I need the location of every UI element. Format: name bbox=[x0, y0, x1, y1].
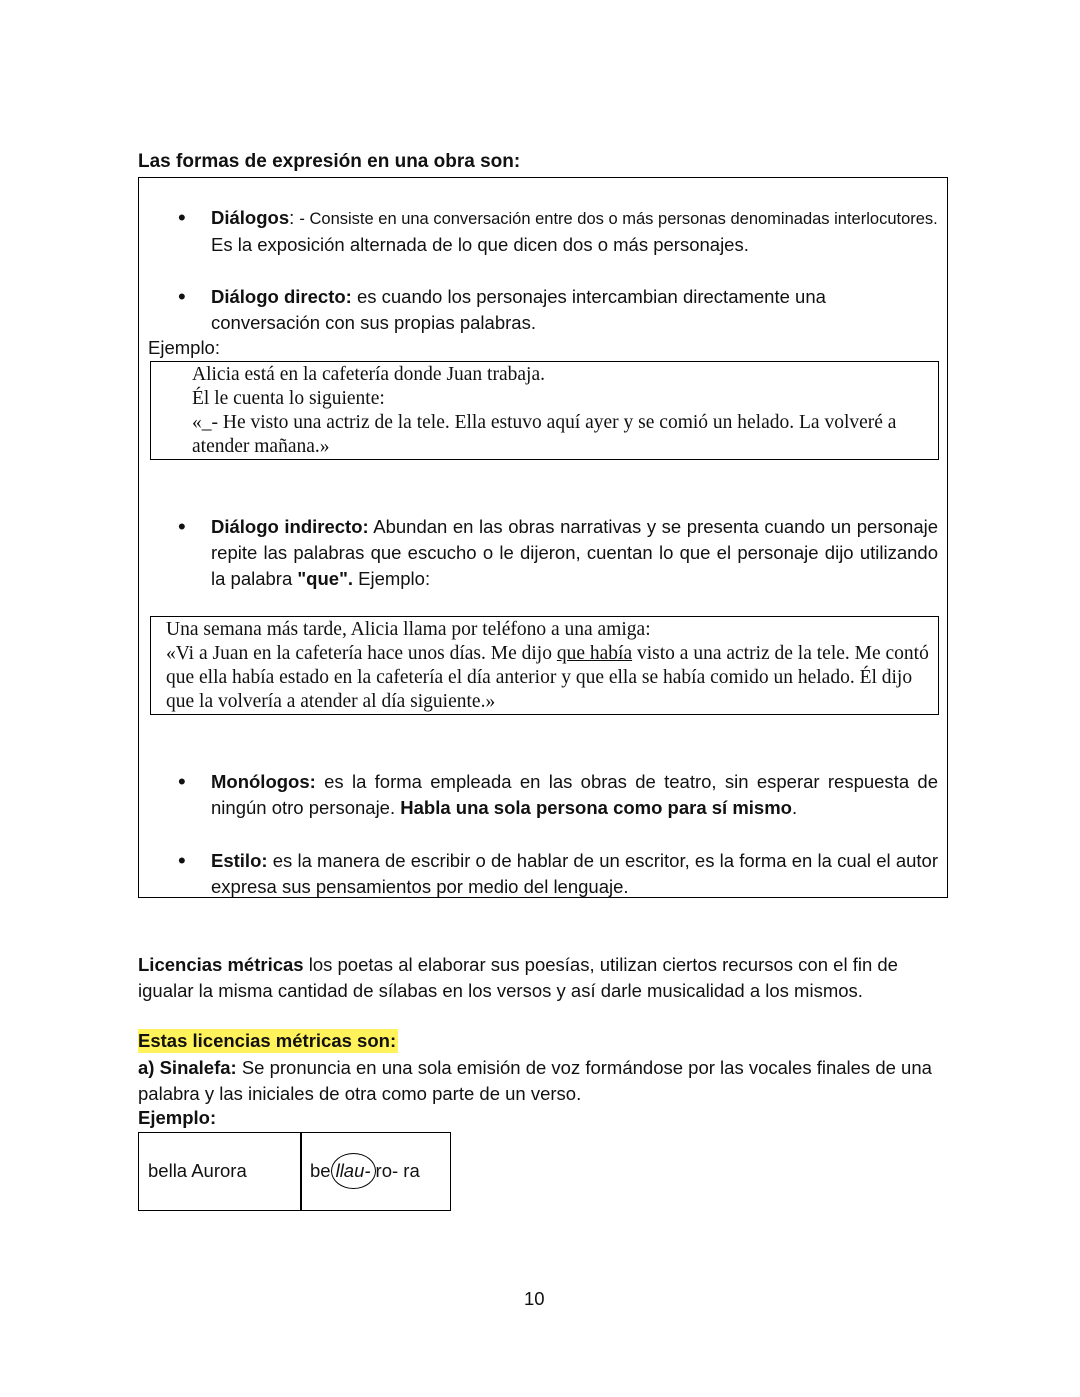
example-label: Ejemplo: bbox=[148, 337, 220, 358]
bullet-icon: • bbox=[178, 769, 186, 794]
table-cell-syllables: be llau- ro- ra bbox=[310, 1160, 420, 1182]
licencias-paragraph: Licencias métricas los poetas al elaborar sus poesías, utilizan ciertos recursos con el fin de igualar la misma cantidad de sílabas en los versos y así darle musicalidad a los mismos. bbox=[138, 954, 898, 1001]
dialogos-definition-cont: Es la exposición alternada de lo que dicen dos o más personajes. bbox=[211, 234, 749, 255]
bullet-icon: • bbox=[178, 284, 186, 309]
bullet-icon: • bbox=[178, 205, 186, 230]
example-label-2: Ejemplo: bbox=[138, 1107, 217, 1128]
item-monologos: Monólogos: es la forma empleada en las obras de teatro, sin esperar respuesta de ningún otro personaje. Habla una sola persona como para sí mismo. bbox=[211, 771, 938, 818]
term-sinalefa: a) Sinalefa: bbox=[138, 1057, 237, 1078]
term-dialogo-indirecto: Diálogo indirecto: bbox=[211, 516, 369, 537]
item-dialogo-indirecto: Diálogo indirecto: Abundan en las obras narrativas y se presenta cuando un personaje repite las palabras que escucho o le dijeron, cuentan lo que el personaje dijo utilizando la palabra "que". Ejemplo: bbox=[211, 516, 939, 589]
underlined-phrase: que había bbox=[556, 643, 633, 664]
bullet-icon: • bbox=[178, 514, 186, 539]
item-dialogo-directo bbox=[211, 284, 938, 336]
term-licencias: Licencias métricas bbox=[138, 954, 304, 975]
sinalefa-circle: llau- bbox=[331, 1153, 376, 1189]
page-number: 10 bbox=[524, 1288, 545, 1309]
term-dialogo-directo: Diálogo directo: bbox=[211, 286, 352, 307]
example-indirect-text: Una semana más tarde, Alicia llama por teléfono a una amiga: «Vi a Juan en la cafetería hace unos días. Me dijo que había visto a una actriz de la tele. Me contó que ella había estado en la cafetería el día anterior y que ella se había comido un helado. Él dijo que la volvería a atender al día siguiente.» bbox=[166, 619, 929, 712]
table-divider bbox=[300, 1132, 302, 1211]
example-direct-text: Alicia está en la cafetería donde Juan trabaja. Él le cuenta lo siguiente: «_- He visto una actriz de la tele. Ella estuvo aquí ayer y se comió un helado. La volveré a atender mañana.» bbox=[192, 364, 897, 457]
highlighted-subheading: Estas licencias métricas son: bbox=[138, 1030, 397, 1051]
term-estilo: Estilo: bbox=[211, 850, 268, 871]
sinalefa-paragraph: a) Sinalefa: Se pronuncia en una sola emisión de voz formándose por las vocales finales de una palabra y las iniciales de otra como parte de un verso. bbox=[138, 1057, 932, 1104]
item-estilo: Estilo: es la manera de escribir o de hablar de un escritor, es la forma en la cual el autor expresa sus pensamientos por medio del lenguaje. bbox=[211, 850, 938, 897]
item-dialogos: Diálogos: - Consiste en una conversación entre dos o más personas denominadas interlocutores. Es la exposición alternada de lo que dicen dos o más personajes. bbox=[211, 207, 938, 255]
dialogos-definition: - Consiste en una conversación entre dos o más personas denominadas interlocutores. bbox=[299, 210, 938, 228]
dialogo-directo-definition: es cuando los personajes intercambian directamente una conversación con sus propias palabras. bbox=[211, 286, 826, 333]
table-cell-phrase: bella Aurora bbox=[148, 1160, 247, 1181]
term-monologos: Monólogos: bbox=[211, 771, 316, 792]
bullet-icon: • bbox=[178, 848, 186, 873]
term-dialogos: Diálogos bbox=[211, 207, 290, 228]
section-heading: Las formas de expresión en una obra son: bbox=[138, 151, 521, 172]
